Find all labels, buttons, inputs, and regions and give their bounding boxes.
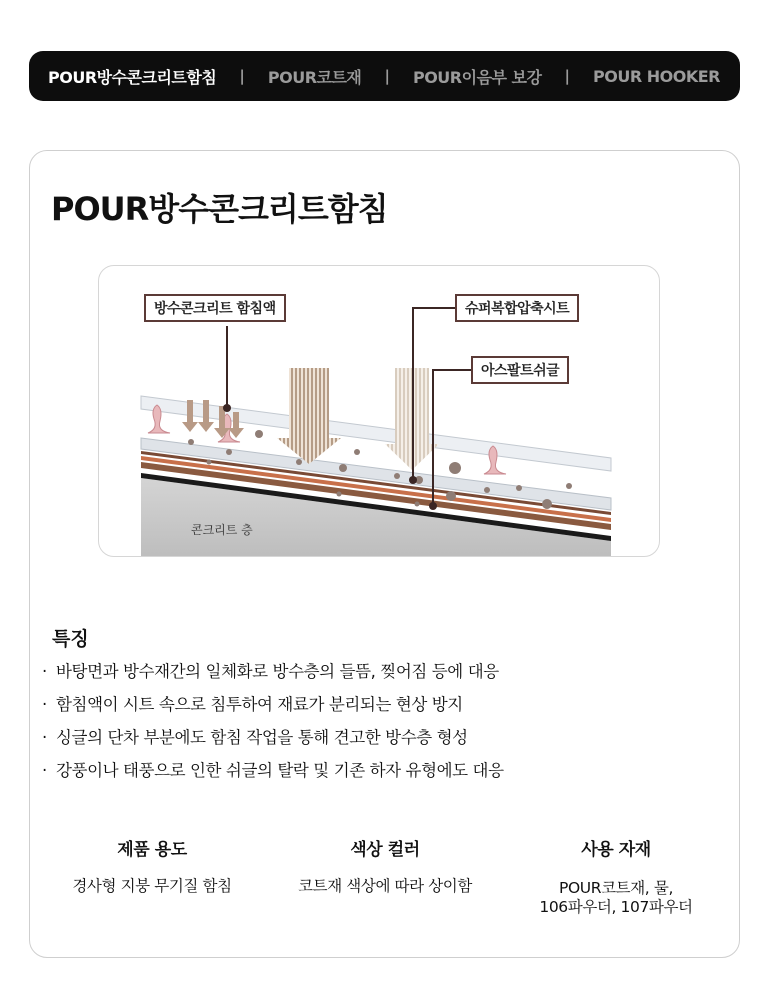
product-tab-bar [29,51,740,101]
spec-value: 경사형 지붕 무기질 함침 [72,877,232,895]
bullet: · [42,662,47,681]
spec-color [275,837,495,896]
label-impregnation-liquid: 방수콘크리트 함침액 [144,294,286,322]
tab-joint-reinforcement[interactable]: POUR이음부 보강 [412,67,542,87]
spec-value [506,879,726,917]
list-item: · 바탕면과 방수재간의 일체화로 방수층의 들뜸, 찢어짐 등에 대응 [42,657,504,690]
page-title: POUR방수콘크리트함침 [51,190,388,228]
list-item: · 함침액이 시트 속으로 침투하여 재료가 분리되는 현상 방지 [42,690,504,723]
spec-value-line: 106파우더, 107파우더 [539,898,693,916]
spec-value: 코트재 색상에 따라 상이함 [298,877,472,895]
tab-coat[interactable]: POUR코트재 [267,67,362,87]
label-asphalt-shingle: 아스팔트쉬글 [471,356,569,384]
bullet: · [42,761,47,780]
spec-materials [506,837,726,917]
tab-separator: | [384,67,390,85]
spec-heading: 색상 컬러 [350,840,420,860]
product-card [29,150,740,958]
spec-heading: 사용 자재 [581,840,651,860]
shingle-layer [141,396,611,471]
bullet: · [42,695,47,714]
tab-pour-hooker[interactable]: POUR HOOKER [593,66,720,86]
label-super-composite-sheet: 슈퍼복합압축시트 [455,294,579,322]
features-list [42,657,504,789]
spec-usage [42,837,262,896]
features-title: 특징 [52,628,89,650]
tab-separator: | [239,67,245,85]
spec-heading: 제품 용도 [117,840,187,860]
list-item: · 강풍이나 태풍으로 인한 쉬글의 탈락 및 기존 하자 유형에도 대응 [42,756,504,789]
list-item: · 싱글의 단차 부분에도 함침 작업을 통해 견고한 방수층 형성 [42,723,504,756]
layer-diagram [98,265,660,557]
tab-separator: | [564,67,570,85]
bullet: · [42,728,47,747]
tab-waterproof-concrete[interactable]: POUR방수콘크리트함침 [48,67,217,87]
label-concrete-layer: 콘크리트 층 [191,523,253,537]
spec-value-line: POUR코트재, 물, [559,879,673,897]
